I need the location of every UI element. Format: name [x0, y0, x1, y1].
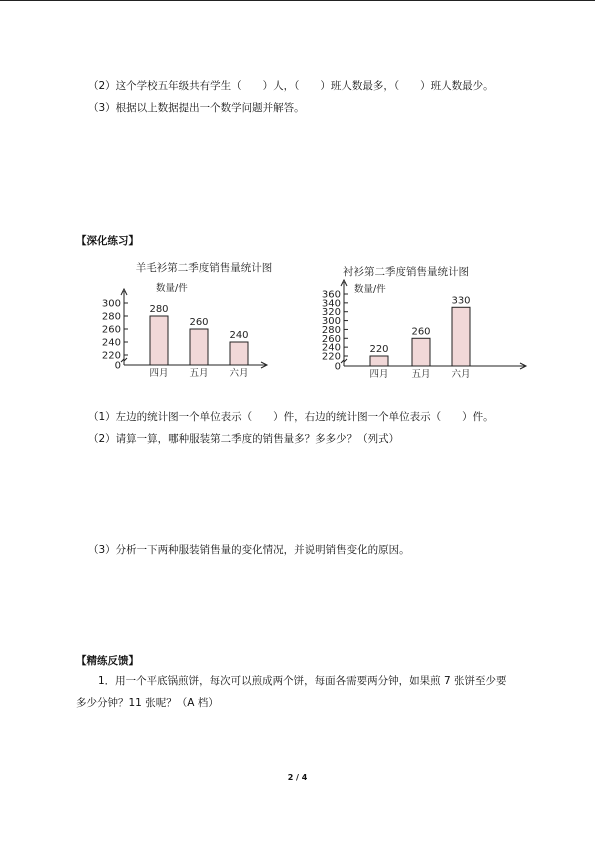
x-tick-label: 六月	[229, 368, 249, 379]
axis-break-mark	[341, 359, 347, 363]
chart-title: 衬衫第二季度销售量统计图	[343, 266, 469, 278]
y-tick-label: 240	[321, 342, 341, 354]
y-tick-label: 300	[321, 316, 341, 328]
data-label: 240	[229, 330, 249, 341]
bar-六月	[230, 342, 248, 365]
data-label: 280	[149, 304, 169, 315]
page-number: 2 / 4	[287, 773, 308, 782]
y-tick-label: 220	[101, 350, 121, 362]
bar-六月	[452, 307, 470, 366]
chart-shirt	[314, 262, 534, 388]
deepen-question-1: （1）左边的统计图一个单位表示（ ）件，右边的统计图一个单位表示（ ）件。	[88, 411, 494, 423]
x-tick-label: 四月	[149, 368, 169, 379]
y-axis-label: 数量/件	[354, 284, 386, 295]
x-tick-label: 五月	[411, 369, 431, 380]
section-heading-deepen: 【深化练习】	[76, 235, 139, 247]
axis-break-mark	[121, 358, 127, 362]
y-tick-label: 300	[101, 298, 121, 310]
y-tick-label: 320	[321, 307, 341, 319]
y-tick-label: 280	[101, 311, 121, 323]
data-label: 330	[451, 295, 471, 307]
bar-五月	[190, 329, 208, 365]
deepen-question-2: （2）请算一算，哪种服装第二季度的销售量多？多多少？（列式）	[88, 433, 400, 445]
chart-shirt-svg	[314, 262, 534, 388]
bar-四月	[370, 356, 388, 366]
x-tick-label: 六月	[451, 369, 471, 380]
question-3: （3）根据以上数据提出一个数学问题并解答。	[88, 102, 305, 114]
data-label: 260	[189, 317, 209, 328]
problem-1-line-2: 多少分钟？11 张呢？（A 档）	[76, 697, 219, 709]
y-tick-label: 0	[114, 360, 121, 372]
y-tick-label: 0	[334, 361, 341, 373]
y-tick-label: 240	[101, 337, 121, 349]
section-heading-feedback: 【精练反馈】	[76, 655, 139, 667]
question-2: （2）这个学校五年级共有学生（ ）人，（ ）班人数最多，（ ）班人数最少。	[88, 80, 494, 92]
chart-title: 羊毛衫第二季度销售量统计图	[135, 262, 273, 274]
y-tick-label: 260	[101, 324, 121, 336]
x-tick-label: 四月	[369, 369, 389, 380]
data-label: 260	[411, 326, 431, 338]
y-tick-label: 360	[321, 289, 341, 301]
chart-sweater	[92, 255, 292, 385]
y-tick-label: 220	[321, 351, 341, 363]
y-tick-label: 340	[321, 298, 341, 310]
page-top-rule	[0, 0, 595, 1]
y-tick-label: 260	[321, 333, 341, 345]
chart-sweater-svg	[92, 255, 292, 385]
data-label: 220	[369, 344, 389, 355]
deepen-question-3: （3）分析一下两种服装销售量的变化情况，并说明销售变化的原因。	[88, 544, 410, 556]
bar-四月	[150, 316, 168, 365]
problem-1-line-1: 1．用一个平底锅煎饼，每次可以煎成两个饼，每面各需要两分钟，如果煎 7 张饼至少要	[98, 675, 507, 687]
bar-五月	[412, 338, 430, 366]
x-tick-label: 五月	[189, 368, 209, 379]
y-tick-label: 280	[321, 324, 341, 336]
y-axis-label: 数量/件	[156, 283, 188, 294]
